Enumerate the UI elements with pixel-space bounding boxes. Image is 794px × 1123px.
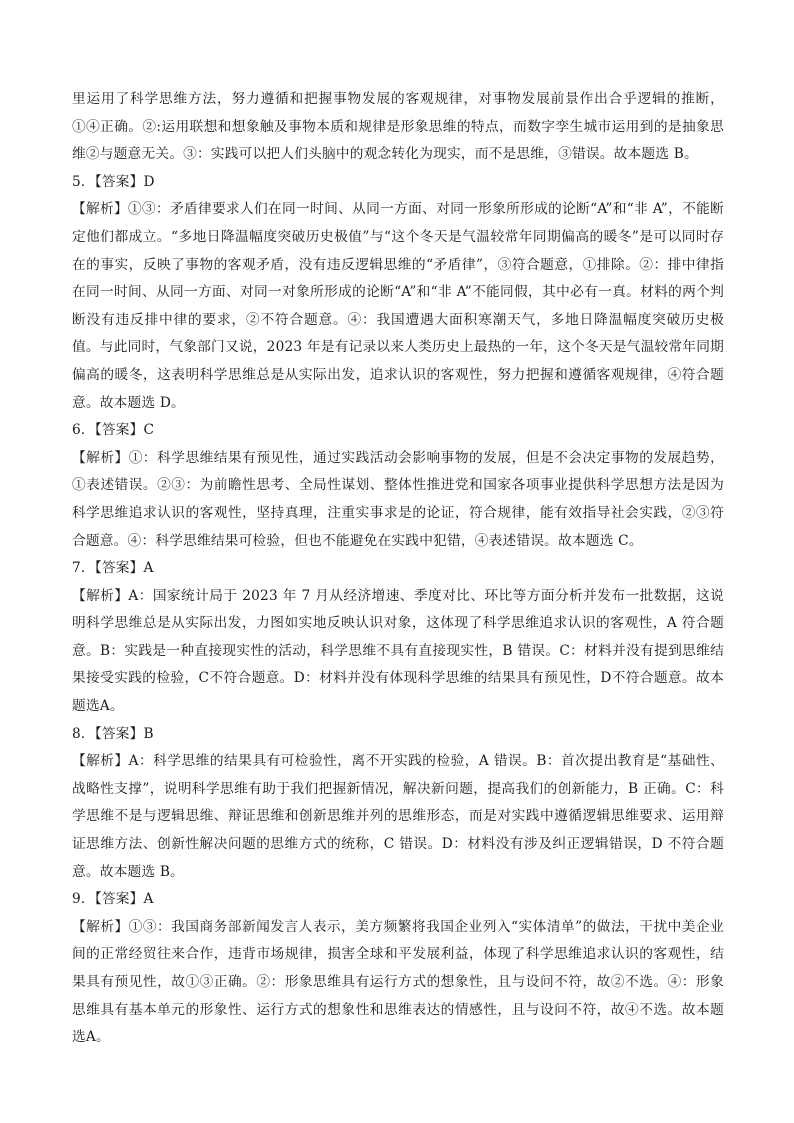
explanation-9: 【解析】①③：我国商务部新闻发言人表示，美方频繁将我国企业列入“实体清单”的做法，干扰中美企业间的正常经贸往来合作，违背市场规律，损害全球和平发展利益，体现了科学思维追求认识的客观性，结果具有预见性，故①③正确。②：形象思维具有运行方式的想象性，且与设问不符，故②不选。④：形象思维具有基本单元的形象性、运行方式的想象性和思维表达的情感性，且与设问不符，故④不选。故本题选A。 [72, 918, 724, 1046]
explanation-5: 【解析】①③：矛盾律要求人们在同一时间、从同一方面、对同一形象所形成的论断“A”和“非 A”，不能断定他们都成立。“多地日降温幅度突破历史极值”与“这个冬天是气温较常年同期偏高的暖冬”是可以同时存在的事实，反映了事物的客观矛盾，没有违反逻辑思维的“矛盾律”，③符合题意，①排除。②：排中律指在同一时间、从同一方面、对同一对象所形成的论断“A”和“非 A”不能同假，其中必有一真。材料的两个判断没有违反排中律的要求，②不符合题意。④：我国遭遇大面积寒潮天气，多地日降温幅度突破历史极值。与此同时，气象部门又说，2023 年是有记录以来人类历史上最热的一年，这个冬天是气温较常年同期偏高的暖冬，这表明科学思维总是从实际出发，追求认识的客观性，努力把握和遵循客观规律，④符合题意。故本题选 D。 [72, 201, 724, 411]
answer-8: 8．【答案】B [72, 725, 154, 742]
explanation-6: 【解析】①：科学思维结果有预见性，通过实践活动会影响事物的发展，但是不会决定事物的发展趋势，①表述错误。②③：为前瞻性思考、全局性谋划、整体性推进党和国家各项事业提供科学思想方法是因为科学思维追求认识的客观性，坚持真理，注重实事求是的论证，符合规律，能有效指导社会实践，②③符合题意。④：科学思维结果可检验，但也不能避免在实践中犯错，④表述错误。故本题选 C。 [72, 449, 724, 549]
answer-6: 6．【答案】C [72, 422, 155, 439]
answer-9: 9．【答案】A [72, 891, 154, 908]
document-body [72, 86, 724, 1052]
answer-5: 5．【答案】D [72, 173, 155, 190]
explanation-8: 【解析】A：科学思维的结果具有可检验性，离不开实践的检验，A 错误。B：首次提出教育是“基础性、战略性支撑”，说明科学思维有助于我们把握新情况，解决新问题，提高我们的创新能力，B 正确。C：科学思维不是与逻辑思维、辩证思维和创新思维并列的思维形态，而是对实践中遵循逻辑思维要求、运用辩证思维方法、创新性解决问题的思维方式的统称，C 错误。D：材料没有涉及纠正逻辑错误，D 不符合题意。故本题选 B。 [72, 753, 724, 880]
explanation-4-continued: 里运用了科学思维方法，努力遵循和把握事物发展的客观规律，对事物发展前景作出合乎逻辑的推断，①④正确。②:运用联想和想象触及事物本质和规律是形象思维的特点，而数字孪生城市运用到的是抽象思维②与题意无关。③：实践可以把人们头脑中的观念转化为现实，而不是思维，③错误。故本题选 B。 [72, 91, 724, 163]
explanation-7: 【解析】A：国家统计局于 2023 年 7 月从经济增速、季度对比、环比等方面分析并发布一批数据，这说明科学思维总是从实际出发，力图如实地反映认识对象，这体现了科学思维追求认识的客观性，A 符合题意。B：实践是一种直接现实性的活动，科学思维不具有直接现实性，B 错误。C：材料并没有提到思维结果接受实践的检验，C不符合题意。D：材料并没有体现科学思维的结果具有预见性，D不符合题意。故本题选A。 [72, 587, 724, 715]
answer-7: 7．【答案】A [72, 560, 154, 577]
